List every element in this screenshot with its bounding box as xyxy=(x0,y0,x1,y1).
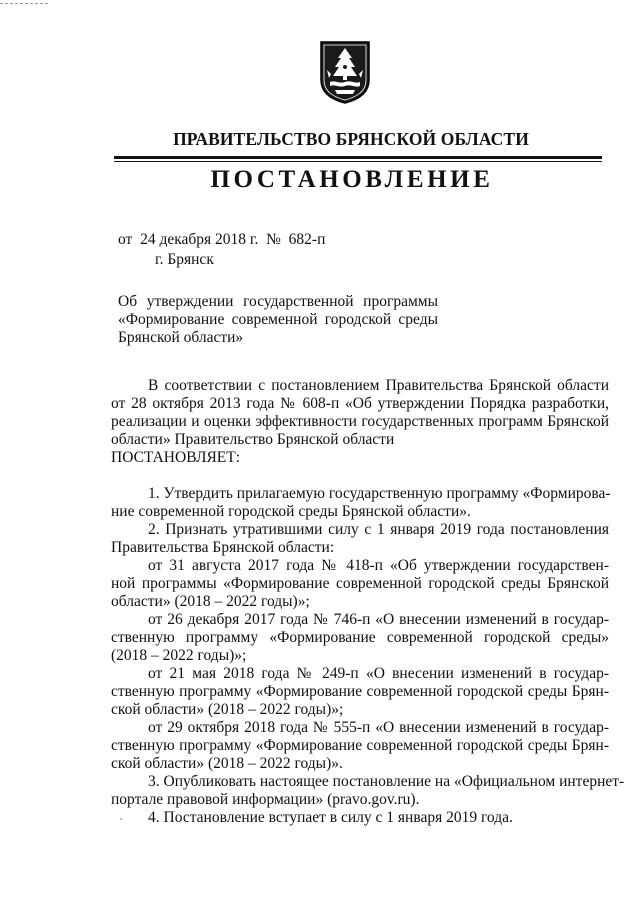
subject-line: «Формирование современной городской среды xyxy=(118,311,438,328)
spacer xyxy=(111,467,609,485)
preamble-line: реализации и оценки эффективности государственных программ Брянской xyxy=(111,413,609,430)
preamble-line: области» Правительство Брянской области xyxy=(111,431,395,448)
item-1-line: ние современной городской среды Брянской области». xyxy=(111,503,471,520)
item-2c-line: ской области» (2018 – 2022 годы)»; xyxy=(111,701,344,718)
item-2-line: 2. Признать утратившими силу с 1 января 2019 года постановления xyxy=(148,521,609,538)
item-3-line: 3. Опубликовать настоящее постановление на «Официальном интернет- xyxy=(148,773,625,790)
item-2d-line: от 29 октября 2018 года № 555-п «О внесении изменений в государ- xyxy=(148,719,609,736)
preamble-line: от 28 октября 2013 года № 608-п «Об утверждении Порядка разработки, xyxy=(111,395,609,412)
item-2d-line: ственную программу «Формирование современной городской среды Брян- xyxy=(111,737,609,754)
item-2b-line: ственную программу «Формирование современной городской среды» xyxy=(111,629,609,646)
document-type-title: ПОСТАНОВЛЕНИЕ xyxy=(210,166,494,193)
scan-corner-mark xyxy=(0,3,48,4)
item-4-line: 4. Постановление вступает в силу с 1 января 2019 года. xyxy=(148,809,513,826)
city: г. Брянск xyxy=(155,251,214,268)
item-2c-line: от 21 мая 2018 года № 249-п «О внесении изменений в государ- xyxy=(148,665,609,682)
item-3-line: портале правовой информации» (pravo.gov.ru). xyxy=(111,791,420,808)
item-2a-line: области» (2018 – 2022 годы)»; xyxy=(111,593,310,610)
government-title: ПРАВИТЕЛЬСТВО БРЯНСКОЙ ОБЛАСТИ xyxy=(173,129,529,149)
date-and-number: от 24 декабря 2018 г. № 682-п xyxy=(118,231,326,248)
item-2-line: Правительства Брянской области: xyxy=(111,539,335,556)
document-subject xyxy=(118,293,438,347)
header-rule-thick xyxy=(114,156,602,159)
item-2c-line: ственную программу «Формирование современной городской среды Брян- xyxy=(111,683,609,700)
item-2b-line: от 26 декабря 2017 года № 746-п «О внесении изменений в государ- xyxy=(148,611,609,628)
item-2a-line: от 31 августа 2017 года № 418-п «Об утверждении государствен- xyxy=(148,557,609,574)
scan-speck xyxy=(120,818,122,820)
coat-of-arms-icon xyxy=(319,40,371,104)
preamble-line: В соответствии с постановлением Правительства Брянской области xyxy=(148,377,609,394)
header-rule-thin xyxy=(114,161,602,162)
subject-line: Об утверждении государственной программы xyxy=(118,293,438,310)
item-1-line: 1. Утвердить прилагаемую государственную программу «Формирова- xyxy=(148,485,611,502)
item-2a-line: ной программы «Формирование современной городской среды Брянской xyxy=(111,575,609,592)
subject-line: Брянской области» xyxy=(118,329,244,346)
resolves-word: ПОСТАНОВЛЯЕТ: xyxy=(111,449,241,466)
item-2d-line: ской области» (2018 – 2022 годы)». xyxy=(111,755,343,772)
item-2b-line: (2018 – 2022 годы)»; xyxy=(111,647,247,664)
document-body xyxy=(111,377,625,827)
